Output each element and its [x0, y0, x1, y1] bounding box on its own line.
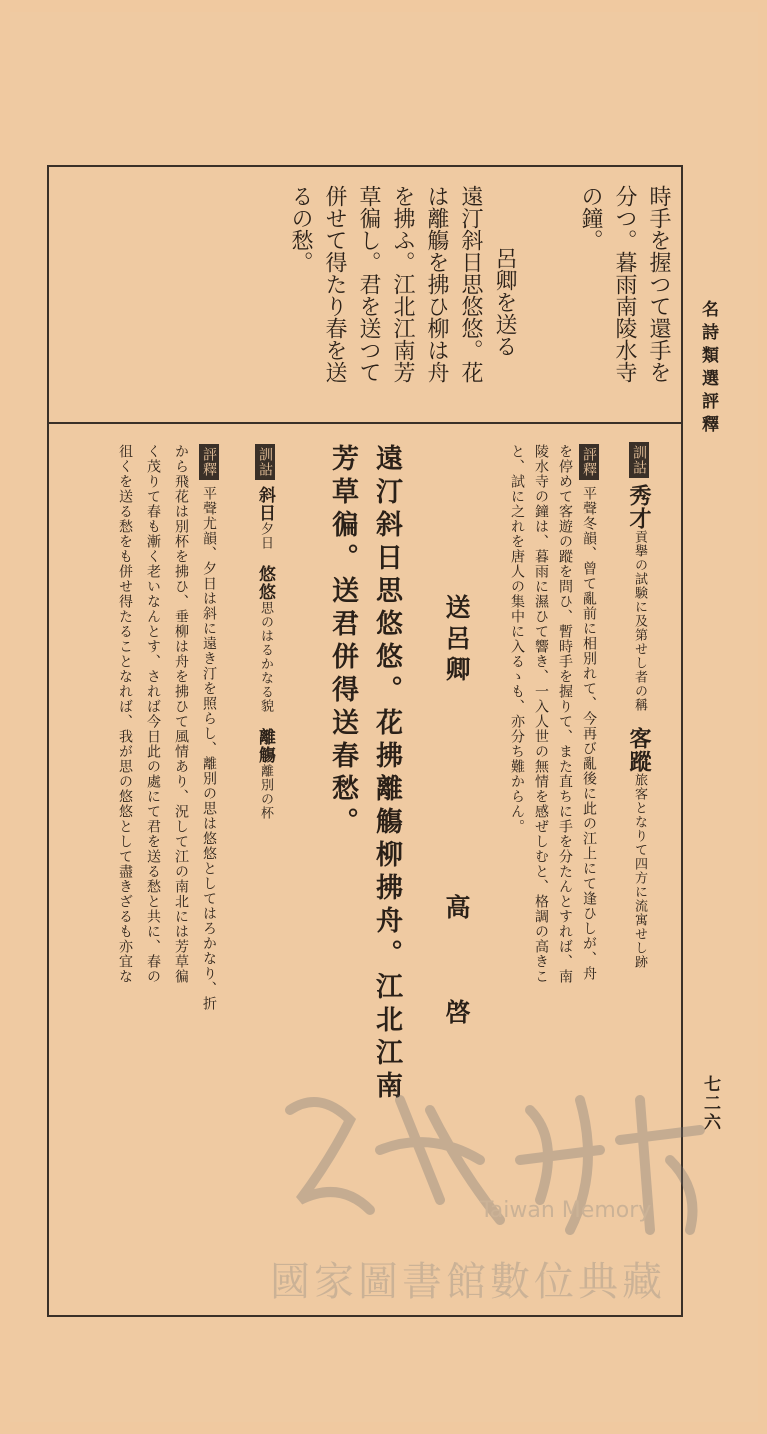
gloss-text: 思のはるかなる貌 [258, 601, 273, 713]
prev-hyoshaku-line: 評釋平聲冬韻、曾て亂前に相別れて、今再び亂後に此の江上にて逢ひしが、舟 [579, 444, 599, 981]
kunko-column [255, 444, 275, 820]
reading-line: の鐘。 [578, 185, 603, 251]
poem-line: 遠汀斜日思悠悠。花拂離觴柳拂舟。江北江南 [371, 444, 402, 1104]
hyoshaku-line: 評釋平聲尤韻、夕日は斜に遠き汀を照らし、離別の思は悠悠としてはろかなり、折 [199, 444, 219, 1011]
hyoshaku-line: から飛花は別杯を拂ひ、垂柳は舟を拂ひて風情あり、況して江の南北には芳草徧 [173, 444, 189, 984]
hyoshaku-line: く茂りて春も漸く老いなんとす、されば今日此の處にて君を送る愁と共に、春の [145, 444, 161, 984]
gloss-text: 貢擧の試験に及第せし者の稱 [632, 530, 647, 712]
gloss-term: 客蹤 [626, 727, 652, 773]
gloss-text: 旅客となりて四方に流寓せし跡 [632, 773, 647, 969]
reading-poem-title: 呂卿を送る [492, 247, 517, 357]
reading-line: 分つ。暮雨南陵水寺 [612, 185, 637, 383]
poem-title: 送呂卿 [442, 594, 471, 687]
prev-hyoshaku-line: 陵水寺の鐘は、暮雨に濕ひて響き、一入人世の無情を感ぜしむと、格調の高きこ [533, 444, 549, 984]
gloss-text: 離別の杯 [258, 764, 273, 820]
prev-hyoshaku-line: と、試に之れを唐人の集中に入るゝも、亦分ち難からん。 [509, 444, 525, 834]
hyoshaku-line: 徂くを送る愁をも併せ得たることなれば、我が思の悠悠として盡きざるも亦宜な [117, 444, 133, 984]
prev-hyoshaku-line: を停めて客遊の蹤を問ひ、暫時手を握りて、また直ちに手を分たんとすれば、南 [557, 444, 573, 984]
watermark-english: Taiwan Memory [480, 1198, 652, 1223]
content-frame [47, 165, 683, 1317]
prev-hyoshaku-label: 評釋 [579, 444, 599, 480]
kunko-label: 訓詁 [255, 444, 275, 480]
gloss-term: 離觴 [255, 728, 275, 764]
gloss-term: 斜日 [255, 486, 275, 522]
reading-line: は離觴を拂ひ柳は舟 [424, 185, 449, 383]
gloss-term: 秀才 [626, 484, 652, 530]
reading-line: 草徧し。君を送つて [356, 185, 381, 383]
hyoshaku-label: 評釋 [199, 444, 219, 480]
reading-line: を拂ふ。江北江南芳 [390, 185, 415, 383]
reading-line: 併せて得たり春を送 [322, 185, 347, 383]
main-panel [49, 424, 681, 1315]
running-title: 名詩類選評釋 [698, 300, 718, 438]
top-reading-panel [49, 167, 681, 424]
poem-author: 高 啓 [442, 894, 471, 1034]
poem-line: 芳草徧。送君併得送春愁。 [327, 444, 358, 840]
gloss-term: 悠悠 [255, 565, 275, 601]
gloss-text: 夕日 [258, 522, 273, 550]
prev-kunko-label: 訓詁 [629, 442, 649, 478]
watermark-chinese: 國家圖書館數位典藏 [270, 1259, 666, 1305]
page-number: 七二六 [700, 1075, 720, 1132]
reading-line: るの愁。 [288, 185, 313, 273]
reading-line: 時手を握つて還手を [646, 185, 671, 383]
prev-kunko-column [626, 442, 652, 969]
reading-line: 遠汀斜日思悠悠。花 [458, 185, 483, 383]
